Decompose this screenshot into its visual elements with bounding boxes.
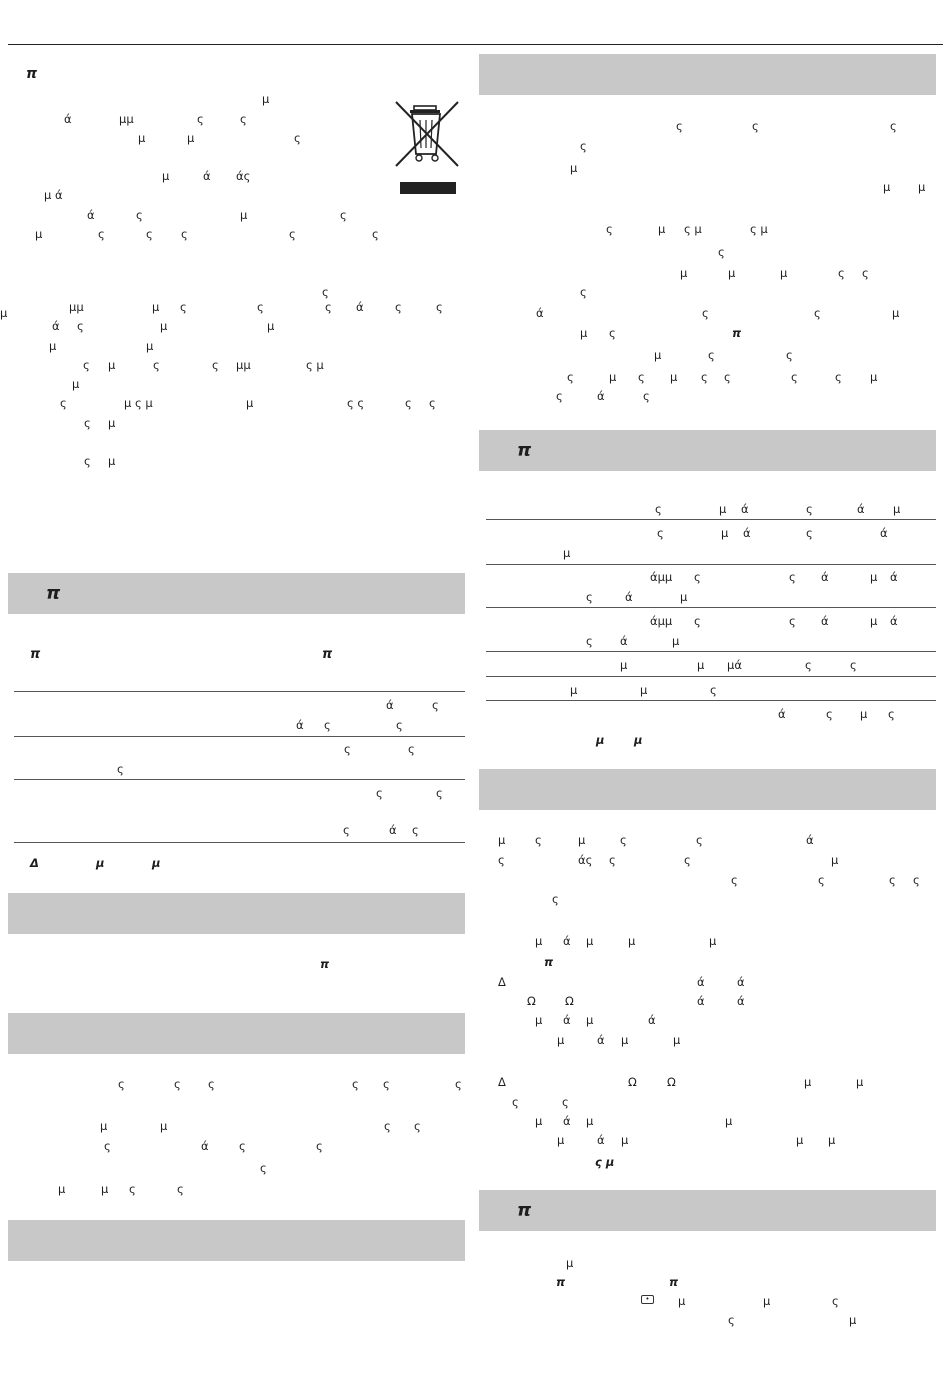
top-rule [8, 44, 943, 45]
text-fragment: μ [162, 169, 170, 183]
text-fragment: ς [694, 614, 701, 628]
table-header-right: π [322, 647, 333, 662]
text-fragment: ς [129, 1182, 136, 1196]
text-fragment: ς [789, 614, 796, 628]
text-fragment: ς [567, 370, 574, 384]
text-fragment: ς [395, 300, 402, 314]
text-fragment: μμ [69, 300, 84, 314]
text-fragment: μ [780, 266, 788, 280]
text-fragment: μ [828, 1133, 836, 1147]
text-fragment: ά [620, 634, 628, 648]
text-fragment: μ [609, 370, 617, 384]
text-fragment: μά [727, 658, 742, 672]
text-fragment: ς [684, 853, 691, 867]
text-fragment: π [732, 326, 742, 340]
text-fragment: ά [201, 1139, 209, 1153]
table-rule [486, 651, 936, 652]
text-fragment: ς [832, 1294, 839, 1308]
table-rule [486, 564, 936, 565]
text-fragment: μ [49, 339, 57, 353]
text-fragment: μ [721, 526, 729, 540]
text-fragment: ς [180, 300, 187, 314]
text-fragment: μ [267, 319, 275, 333]
text-fragment: μ [673, 1033, 681, 1047]
text-fragment: ς [352, 1077, 359, 1091]
text-fragment: ς [718, 245, 725, 259]
intro-pi: π [26, 66, 38, 82]
text-fragment: μ [856, 1075, 864, 1089]
text-fragment: μ [96, 856, 105, 870]
table-rule [14, 842, 465, 843]
text-fragment: ς [239, 1139, 246, 1153]
text-fragment: ς [344, 742, 351, 756]
text-fragment: ά [778, 707, 786, 721]
text-fragment: ς μ [750, 222, 768, 236]
text-fragment: ς [384, 1119, 391, 1133]
text-fragment: μ [563, 546, 571, 560]
text-fragment: ς [826, 707, 833, 721]
text-fragment: ά [890, 614, 898, 628]
text-fragment: μ [670, 370, 678, 384]
text-fragment: ς [455, 1077, 462, 1091]
text-fragment: μ [535, 1114, 543, 1128]
text-fragment: μ [892, 306, 900, 320]
text-fragment: ά [648, 1013, 656, 1027]
section-header-bar [8, 1013, 465, 1054]
table-rule [14, 691, 465, 692]
text-fragment: ς [260, 1161, 267, 1175]
text-fragment: ς [889, 873, 896, 887]
text-fragment: ς [408, 742, 415, 756]
text-fragment: ς [702, 306, 709, 320]
text-fragment: ς [586, 634, 593, 648]
text-fragment: μ [72, 377, 80, 391]
text-fragment: ς [257, 300, 264, 314]
text-fragment: μ [918, 180, 926, 194]
text-fragment: ς [84, 454, 91, 468]
text-fragment: ά [697, 975, 705, 989]
text-fragment: ς [212, 358, 219, 372]
text-fragment: άς [236, 169, 251, 183]
text-fragment: ά [597, 1033, 605, 1047]
text-fragment: ά [64, 112, 72, 126]
text-fragment: ά [563, 934, 571, 948]
text-fragment: μ [672, 634, 680, 648]
text-fragment: μ [860, 707, 868, 721]
text-fragment: ς [786, 348, 793, 362]
text-fragment: ς [694, 570, 701, 584]
text-fragment: π [556, 1275, 566, 1289]
text-fragment: μ [101, 1182, 109, 1196]
text-fragment: ά [203, 169, 211, 183]
text-fragment: μ [620, 658, 628, 672]
text-fragment: Δ [498, 975, 506, 989]
text-fragment: ς [436, 300, 443, 314]
text-fragment: ς [752, 119, 759, 133]
text-fragment: ς [835, 370, 842, 384]
text-fragment: μ [535, 1013, 543, 1027]
text-fragment: ς [890, 119, 897, 133]
text-fragment: ς [104, 1139, 111, 1153]
text-fragment: ς [316, 1139, 323, 1153]
text-fragment: μ [621, 1133, 629, 1147]
text-fragment: Δ [30, 856, 39, 870]
text-fragment: ς [655, 502, 662, 516]
text-fragment: ά [356, 300, 364, 314]
text-fragment: ς [177, 1182, 184, 1196]
text-fragment: ς [696, 833, 703, 847]
table-rule [14, 779, 465, 780]
text-fragment: ς [343, 823, 350, 837]
text-fragment: Ω [628, 1075, 637, 1089]
text-fragment: μ [580, 326, 588, 340]
text-fragment: μ [187, 131, 195, 145]
text-fragment: ς [512, 1095, 519, 1109]
text-fragment: ά [389, 823, 397, 837]
text-fragment: ς [609, 853, 616, 867]
text-fragment: μ [246, 396, 254, 410]
text-fragment: ς [405, 396, 412, 410]
text-fragment: μ [586, 934, 594, 948]
text-fragment: μ [804, 1075, 812, 1089]
text-fragment: ά [563, 1114, 571, 1128]
text-fragment: μ [0, 306, 8, 320]
text-fragment: ς [535, 833, 542, 847]
text-fragment: μ [763, 1294, 771, 1308]
text-fragment: ς [731, 873, 738, 887]
text-fragment: μ [578, 833, 586, 847]
text-fragment: ς [814, 306, 821, 320]
text-fragment: μ [557, 1033, 565, 1047]
text-fragment: ς [83, 358, 90, 372]
text-fragment: ς [429, 396, 436, 410]
text-fragment: ς [643, 389, 650, 403]
text-fragment: ς [118, 1077, 125, 1091]
text-fragment: ά [536, 306, 544, 320]
text-fragment: μ [870, 570, 878, 584]
text-fragment: ά [87, 208, 95, 222]
text-fragment: ς μ [684, 222, 702, 236]
text-fragment: ά [741, 502, 749, 516]
section-header-bar [479, 54, 936, 95]
text-fragment: ά [737, 994, 745, 1008]
text-fragment: ς [322, 285, 329, 299]
text-fragment: μ [160, 319, 168, 333]
text-fragment: μ ς μ [124, 396, 153, 410]
text-fragment: ά [697, 994, 705, 1008]
text-fragment: ς [208, 1077, 215, 1091]
text-fragment: π [544, 955, 554, 969]
table-rule [486, 607, 936, 608]
text-fragment: ά [890, 570, 898, 584]
text-fragment: ς [556, 389, 563, 403]
text-fragment: ς [580, 285, 587, 299]
text-fragment: μ [709, 934, 717, 948]
text-fragment: μ [628, 934, 636, 948]
text-fragment: ς [197, 112, 204, 126]
text-fragment: ς [340, 208, 347, 222]
text-fragment: ς [153, 358, 160, 372]
text-fragment: μ [570, 683, 578, 697]
text-fragment: ς [436, 786, 443, 800]
text-fragment: μ [586, 1013, 594, 1027]
text-fragment: ς [806, 502, 813, 516]
text-fragment: μ ά [44, 188, 63, 202]
text-fragment: ς [818, 873, 825, 887]
text-fragment: μ [640, 683, 648, 697]
text-fragment: ς [620, 833, 627, 847]
text-fragment: ά [296, 718, 304, 732]
section-header-bar [479, 1190, 936, 1231]
text-fragment: μ [108, 358, 116, 372]
text-fragment: ς [862, 266, 869, 280]
text-fragment: ς [586, 590, 593, 604]
text-fragment: ς μ [595, 1155, 615, 1169]
text-fragment: ς [609, 326, 616, 340]
text-fragment: ά [880, 526, 888, 540]
text-fragment: μ [570, 161, 578, 175]
text-fragment: ς [708, 348, 715, 362]
text-fragment: ς [789, 570, 796, 584]
text-fragment: ς [60, 396, 67, 410]
text-fragment: ς [383, 1077, 390, 1091]
text-fragment: μ [697, 658, 705, 672]
text-fragment: ς [552, 892, 559, 906]
text-fragment: ς [562, 1095, 569, 1109]
text-fragment: ά [386, 698, 394, 712]
text-fragment: μ [240, 208, 248, 222]
text-fragment: ς [325, 300, 332, 314]
text-fragment: ά [821, 570, 829, 584]
text-fragment: μ [152, 856, 161, 870]
text-fragment: Ω [667, 1075, 676, 1089]
text-fragment: μ [870, 370, 878, 384]
text-fragment: ά [52, 319, 60, 333]
text-fragment: μ [108, 416, 116, 430]
text-fragment: μ [796, 1133, 804, 1147]
text-fragment: ς [888, 707, 895, 721]
text-fragment: Δ [498, 1075, 506, 1089]
weee-crossed-bin-icon [392, 100, 464, 196]
text-fragment: ά [743, 526, 751, 540]
text-fragment: ς [850, 658, 857, 672]
text-fragment: μ [58, 1182, 66, 1196]
text-fragment: ς [638, 370, 645, 384]
text-fragment: μ [725, 1114, 733, 1128]
text-fragment: μ [138, 131, 146, 145]
text-fragment: ς [240, 112, 247, 126]
text-fragment: ς [913, 873, 920, 887]
text-fragment: μ [680, 590, 688, 604]
text-fragment: μ [35, 227, 43, 241]
text-fragment: ς [412, 823, 419, 837]
text-fragment: μ [680, 266, 688, 280]
text-fragment: ς [498, 853, 505, 867]
text-fragment: ς [117, 762, 124, 776]
text-fragment: μ [146, 339, 154, 353]
text-fragment: μ [160, 1119, 168, 1133]
text-fragment: ς [791, 370, 798, 384]
text-fragment: ς [294, 131, 301, 145]
text-fragment: ά [597, 1133, 605, 1147]
text-fragment: ς [806, 526, 813, 540]
table-rule [486, 519, 936, 520]
text-fragment: ς [84, 416, 91, 430]
text-fragment: μ [100, 1119, 108, 1133]
text-fragment: ς [372, 227, 379, 241]
text-fragment: Ω [527, 994, 536, 1008]
section-header-bar [479, 769, 936, 810]
text-fragment: μ [658, 222, 666, 236]
text-fragment: μ [870, 614, 878, 628]
section-pi: π [320, 957, 330, 971]
text-fragment: μ [586, 1114, 594, 1128]
table-rule [486, 700, 936, 701]
section-title: π [46, 583, 61, 604]
text-fragment: ς [606, 222, 613, 236]
text-fragment: ς [580, 139, 587, 153]
text-fragment: ά [625, 590, 633, 604]
text-fragment: ς [657, 526, 664, 540]
text-fragment: ς [136, 208, 143, 222]
text-fragment: μ [719, 502, 727, 516]
text-fragment: μ [566, 1256, 574, 1270]
text-fragment: ς [838, 266, 845, 280]
table-rule [14, 736, 465, 737]
text-fragment: ς [376, 786, 383, 800]
text-fragment: ς [676, 119, 683, 133]
text-fragment: ά [737, 975, 745, 989]
text-fragment: ς [805, 658, 812, 672]
text-fragment: ς [324, 718, 331, 732]
text-fragment: ς [710, 683, 717, 697]
section-header-bar [8, 893, 465, 934]
section-header-bar [479, 430, 936, 471]
section-title: π [517, 1200, 532, 1221]
text-fragment: ς [77, 319, 84, 333]
text-fragment: ς μ [306, 358, 324, 372]
text-fragment: ς [98, 227, 105, 241]
text-fragment: μ [108, 454, 116, 468]
text-fragment: ς [728, 1313, 735, 1327]
text-fragment: μ [893, 502, 901, 516]
text-fragment: μ [262, 92, 270, 106]
text-fragment: ά [563, 1013, 571, 1027]
button-symbol-icon: • [641, 1295, 654, 1304]
text-fragment: μ [678, 1294, 686, 1308]
text-fragment: μ [883, 180, 891, 194]
text-fragment: μ [596, 733, 605, 747]
text-fragment: μ [557, 1133, 565, 1147]
text-fragment: ά [821, 614, 829, 628]
text-fragment: Ω [565, 994, 574, 1008]
text-fragment: μμ [236, 358, 251, 372]
table-rule [486, 676, 936, 677]
text-fragment: ς [701, 370, 708, 384]
text-fragment: μ [831, 853, 839, 867]
text-fragment: ά [857, 502, 865, 516]
text-fragment: ς ς [347, 396, 365, 410]
text-fragment: μ [654, 348, 662, 362]
section-header-bar [8, 1220, 465, 1261]
text-fragment: ς [174, 1077, 181, 1091]
text-fragment: π [669, 1275, 679, 1289]
text-fragment: άμμ [650, 614, 673, 628]
text-fragment: μ [621, 1033, 629, 1047]
text-fragment: ς [414, 1119, 421, 1133]
text-fragment: ς [181, 227, 188, 241]
text-fragment: ς [146, 227, 153, 241]
text-fragment: μ [634, 733, 643, 747]
text-fragment: ς [396, 718, 403, 732]
text-fragment: μ [498, 833, 506, 847]
text-fragment: άμμ [650, 570, 673, 584]
text-fragment: μ [535, 934, 543, 948]
text-fragment: ς [289, 227, 296, 241]
table-header-left: π [30, 647, 41, 662]
section-title: π [517, 440, 532, 461]
text-fragment: μ [152, 300, 160, 314]
text-fragment: ς [724, 370, 731, 384]
text-fragment: μ [849, 1313, 857, 1327]
text-fragment: μ [728, 266, 736, 280]
text-fragment: ά [597, 389, 605, 403]
text-fragment: ά [806, 833, 814, 847]
text-fragment: άς [578, 853, 593, 867]
text-fragment: μμ [119, 112, 134, 126]
section-header-bar [8, 573, 465, 614]
text-fragment: ς [432, 698, 439, 712]
